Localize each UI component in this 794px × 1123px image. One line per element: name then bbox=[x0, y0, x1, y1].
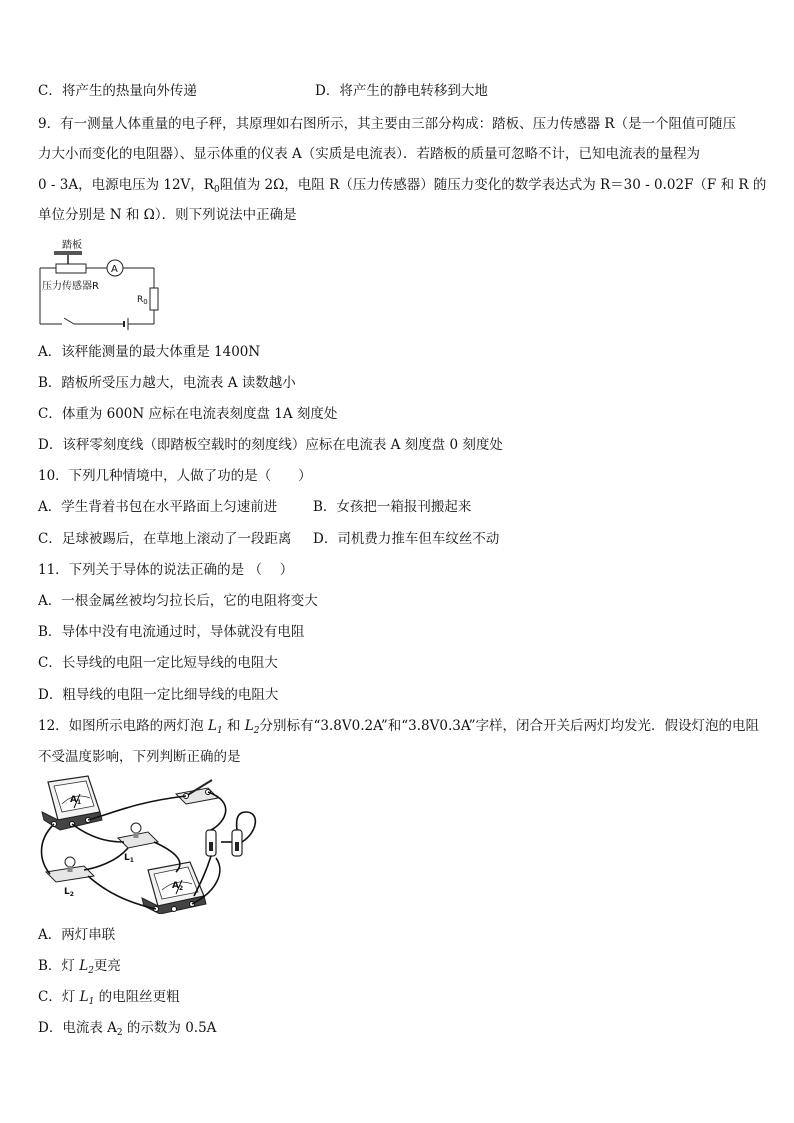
q12-option-a: A．两灯串联 bbox=[38, 927, 116, 943]
q10-stem: 10．下列几种情境中，人做了功的是（ ） bbox=[38, 468, 312, 484]
q10-option-b: B．女孩把一箱报刊搬起来 bbox=[313, 499, 472, 515]
q8-option-d: D．将产生的静电转移到大地 bbox=[315, 83, 488, 99]
q12-ammeter-a1 bbox=[42, 776, 102, 830]
q9-stem-line-4: 单位分别是 N 和 Ω）．则下列说法中正确是 bbox=[38, 207, 297, 223]
q9-switch-blade bbox=[64, 318, 74, 324]
q11-option-c: C．长导线的电阻一定比短导线的电阻大 bbox=[38, 655, 278, 671]
q9-stem-line-3 bbox=[38, 176, 766, 199]
q12-option-b-pre: B．灯 bbox=[38, 958, 80, 974]
q10-option-a: A．学生背着书包在水平路面上匀速前进 bbox=[38, 499, 278, 515]
q12-option-c-sub: 1 bbox=[88, 997, 95, 1007]
q10-option-c: C．足球被踢后，在草地上滚动了一段距离 bbox=[38, 531, 292, 547]
q12-option-d-post: 的示数为 0.5A bbox=[122, 1020, 217, 1036]
q9-option-a: A．该秤能测量的最大体重是 1400N bbox=[38, 344, 261, 360]
q12-option-b-lamp: L bbox=[79, 958, 89, 974]
q12-switch bbox=[176, 780, 218, 804]
q12-lamp-l1 bbox=[118, 823, 158, 864]
q12-option-d bbox=[38, 1019, 216, 1042]
q12-circuit-figure bbox=[36, 772, 264, 914]
q12-option-d-pre: D．电流表 A bbox=[38, 1020, 117, 1036]
q12-stem-1c: 分别标有“3.8V0.2A”和“3.8V0.3A”字样，闭合开关后两灯均发光．假设灯泡的电阻 bbox=[259, 718, 759, 734]
q11-option-a: A．一根金属丝被均匀拉长后，它的电阻将变大 bbox=[38, 593, 318, 609]
q9-stem-3b: 阻值为 2Ω，电阻 R（压力传感器）随压力变化的数学表达式为 R＝30 - 0.02F（F 和 R 的 bbox=[219, 177, 767, 193]
q9-sensor bbox=[56, 264, 86, 273]
q12-l1-sub: 1 bbox=[216, 726, 223, 736]
q9-ammeter-label: A bbox=[111, 264, 118, 275]
q12-l2: L bbox=[244, 718, 254, 734]
q8-option-c: C．将产生的热量向外传递 bbox=[38, 83, 197, 99]
svg-text:A2: $A_2$ bbox=[172, 881, 184, 892]
svg-text:L1: $L_1$ bbox=[124, 853, 134, 864]
q9-r0-label: $R_0$ bbox=[137, 295, 148, 306]
q12-option-b bbox=[38, 957, 121, 980]
q12-lamp-l2 bbox=[46, 857, 94, 898]
q9-stem-3sub: 0 bbox=[213, 185, 220, 195]
q12-option-c-pre: C．灯 bbox=[38, 989, 80, 1005]
q12-option-b-post: 更亮 bbox=[93, 958, 121, 974]
q12-option-c bbox=[38, 988, 180, 1011]
q9-pedal-label: 踏板 bbox=[62, 240, 82, 251]
q12-stem-1a: 12．如图所示电路的两灯泡 bbox=[38, 718, 208, 734]
q12-ammeter-a2 bbox=[142, 862, 206, 914]
q9-option-c: C．体重为 600N 应标在电流表刻度盘 1A 刻度处 bbox=[38, 406, 338, 422]
q12-stem-1b: 和 bbox=[222, 718, 245, 734]
q11-option-b: B．导体中没有电流通过时，导体就没有电阻 bbox=[38, 624, 305, 640]
q11-option-d: D．粗导线的电阻一定比细导线的电阻大 bbox=[38, 687, 279, 703]
q12-stem-line-2: 不受温度影响，下列判断正确的是 bbox=[38, 749, 241, 765]
q11-stem: 11．下列关于导体的说法正确的是 （ ） bbox=[38, 562, 294, 578]
q9-stem-3a: 0 - 3A，电源电压为 12V，R bbox=[38, 177, 214, 193]
q9-option-b: B．踏板所受压力越大，电流表 A 读数越小 bbox=[38, 375, 296, 391]
q12-option-c-post: 的电阻丝更粗 bbox=[94, 989, 180, 1005]
q9-sensor-label: 压力传感器R bbox=[42, 281, 99, 292]
q12-option-c-lamp: L bbox=[79, 989, 89, 1005]
svg-text:A1: $A_1$ bbox=[70, 795, 82, 806]
q9-stem-line-2: 力大小而变化的电阻器）、显示体重的仪表 A（实质是电流表）．若踏板的质量可忽略不计，已知电流表的量程为 bbox=[38, 146, 701, 162]
q9-circuit-figure bbox=[36, 236, 162, 330]
q9-option-d: D．该秤零刻度线（即踏板空载时的刻度线）应标在电流表 A 刻度盘 0 刻度处 bbox=[38, 437, 503, 453]
q9-pedal bbox=[54, 251, 82, 255]
q12-l2-sub: 2 bbox=[253, 726, 260, 736]
q9-stem-line-1: 9．有一测量人体重量的电子秤，其原理如右图所示，其主要由三部分构成：踏板、压力传感器 R（是一个阻值可随压 bbox=[38, 116, 737, 132]
q10-option-d: D．司机费力推车但车纹丝不动 bbox=[313, 531, 500, 547]
q12-stem-line-1 bbox=[38, 717, 759, 740]
q12-option-b-sub: 2 bbox=[88, 966, 94, 976]
q12-option-d-sub: 2 bbox=[116, 1028, 123, 1038]
svg-text:L2: $L_2$ bbox=[64, 887, 74, 898]
q12-batteries bbox=[206, 830, 242, 856]
q9-r0-resistor bbox=[150, 288, 158, 310]
q12-l1: L bbox=[207, 718, 217, 734]
